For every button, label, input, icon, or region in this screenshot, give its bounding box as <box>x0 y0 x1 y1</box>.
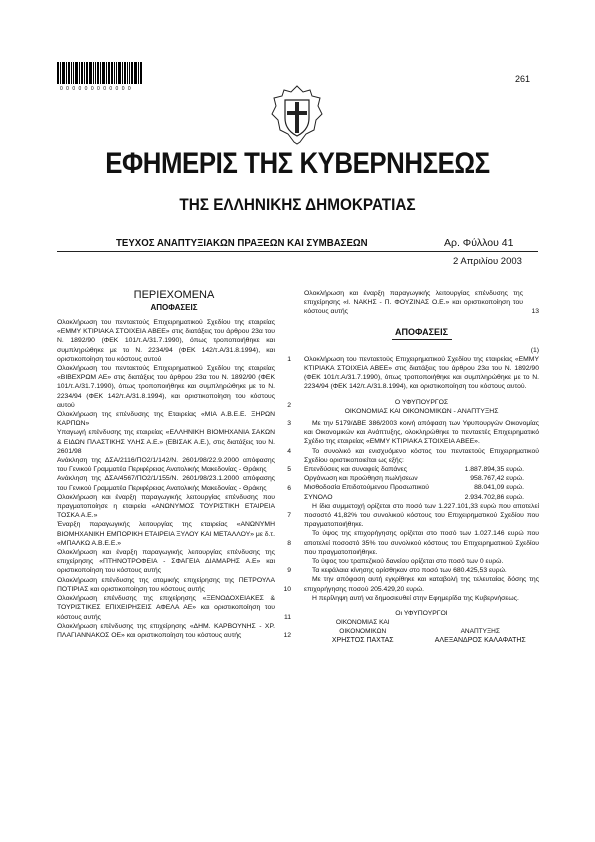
page-title: ΕΦΗΜΕΡΙΣ ΤΗΣ ΚΥΒΕΡΝΗΣΕΩΣ <box>105 147 490 180</box>
toc-entry <box>57 520 291 548</box>
toc-entry <box>57 410 291 428</box>
toc-entry-text: Ανάκληση της ΔΣΑ/4567/ΠΟ2/1/155/Ν. 2601/98/23.1.2000 απόφασης του Γενικού Γραμματέα Περιφέρειας Ανατολικής Μακεδονίας - Θράκης <box>57 475 275 492</box>
decision-paragraph: Το συνολικό και ενισχυόμενο κόστος του πενταετούς Επιχειρηματικού Σχεδίου οριστικοποιείται ως εξής: <box>304 447 539 464</box>
signers-heading: Οι ΥΦΥΠΟΥΡΓΟΙ <box>395 610 448 618</box>
heading-underline <box>392 339 452 340</box>
toc-column <box>57 289 291 640</box>
toc-entry-page: 11 <box>283 613 291 621</box>
toc-entry-text: Ολοκλήρωση και έναρξη παραγωγικής λειτουργίας επένδυσης που πραγματοποίησε η εταιρεία «ΑΝΩΝΥΜΟΣ ΤΟΥΡΙΣΤΙΚΗ ΕΤΑΙΡΕΙΑ ΤΟΣΚΑ Α.Ε.» <box>57 493 275 520</box>
toc-entry-page: 2 <box>287 401 291 409</box>
toc-entry-text: Ολοκλήρωση του πενταετούς Επιχειρηματικού Σχεδίου της εταιρείας «ΕΜΜΥ ΚΤΙΡΙΑΚΑ ΣΤΟΙΧΕΙΑ ΑΒΕΕ» στις διατάξεις του άρθρου 23α του Ν. 1892/90 (ΦΕΚ 101/τ.Α/31.7.1990), όπως τροποποιήθηκε και συμπληρώθηκε με το Ν. 2234/94 (ΦΕΚ 142/τ.Α/31.8.1994), και οριστικοποίηση του κόστους αυτού <box>57 319 275 363</box>
toc-entry-text: Υπαγωγή επένδυσης της εταιρείας «ΕΛΛΗΝΙΚΗ ΒΙΟΜΗΧΑΝΙΑ ΣΑΚΩΝ & ΕΙΔΩΝ ΠΛΑΣΤΙΚΗΣ ΥΛΗΣ Α.Ε.» (ΕΒΙΣΑΚ Α.Ε.), στις διατάξεις του Ν. 2601/98 <box>57 429 275 455</box>
cost-row <box>304 483 539 492</box>
cost-value: 2.934.702,86 ευρώ. <box>464 493 524 501</box>
toc-heading: ΠΕΡΙΕΧΟΜΕΝΑ <box>133 289 215 301</box>
cost-label: Επενδύσεις και συναφείς δαπάνες <box>304 466 407 474</box>
cost-value: 958.767,42 ευρώ. <box>470 475 524 483</box>
toc-entry-text: Ολοκλήρωση της επένδυσης της Εταιρείας «ΜΙΑ Α.Β.Ε.Ε. ΞΗΡΩΝ ΚΑΡΠΩΝ» <box>57 411 275 428</box>
decision-paragraph: Τα κεφάλαια κίνησης ορίσθηκαν στο ποσό των 680.425,53 ευρώ. <box>312 567 507 575</box>
decisions-heading: ΑΠΟΦΑΣΕΙΣ <box>395 326 448 337</box>
decision-paragraph: Η περίληψη αυτή να δημοσιευθεί στην Εφημερίδα της Κυβερνήσεως. <box>312 594 519 602</box>
page-subtitle: ΤΗΣ ΕΛΛΗΝΙΚΗΣ ΔΗΜΟΚΡΑΤΙΑΣ <box>179 195 416 214</box>
signer-right-title <box>422 618 540 636</box>
toc-entry <box>304 289 539 317</box>
signer-names <box>304 636 539 645</box>
cost-label: Μισθοδοσία Επιδοτούμενου Προσωπικού <box>304 484 430 492</box>
toc-entry-page: 3 <box>287 420 291 428</box>
toc-entry-page: 9 <box>287 567 291 575</box>
decisions-column <box>304 289 539 645</box>
toc-entry-page: 1 <box>287 355 291 363</box>
header-divider <box>57 251 538 252</box>
toc-entry <box>57 364 291 410</box>
toc-entry-text: Ανάκληση της ΔΣΑ/2116/ΠΟ2/1/142/Ν. 2601/98/22.9.2000 απόφασης του Γενικού Γραμματέα Περιφέρειας Ανατολικής Μακεδονίας - Θράκης <box>57 457 275 474</box>
toc-entry <box>57 318 291 364</box>
toc-entry <box>57 622 291 640</box>
toc-entry <box>57 576 291 594</box>
toc-entry-page: 13 <box>531 308 539 316</box>
barcode-number: 0 0 0 0 0 0 0 0 0 0 0 0 <box>60 86 132 92</box>
decision-paragraph: Με την 5179/ΔΒΕ 386/2003 κοινή απόφαση των Υφυπουργών Οικονομίας και Οικονομικών και Ανάπτυξης, ολοκληρώθηκε το πενταετές Επιχειρηματικό Σχέδιο της εταιρείας «ΕΜΜΥ ΚΤΙΡΙΑΚΑ ΣΤΟΙΧΕΙΑ ΑΒΕΕ». <box>304 420 539 446</box>
decision-title: Ολοκλήρωση του πενταετούς Επιχειρηματικού Σχεδίου της εταιρείας «ΕΜΜΥ ΚΤΙΡΙΑΚΑ ΣΤΟΙΧΕΙΑ ΑΒΕΕ» στις διατάξεις του άρθρου 23α του Ν. 1892/90 (ΦΕΚ 101/τ.Α/31.7.1990), όπως τροποποιήθηκε και συμπληρώθηκε με το Ν. 2234/94 (ΦΕΚ 142/τ.Α/31.8.1994), και οριστικοποίηση του κόστους αυτού. <box>304 355 539 391</box>
toc-entry-text: Ολοκλήρωση του πενταετούς Επιχειρηματικού Σχεδίου της εταιρείας «ΒΙΒΕΧΡΩΜ ΑΕ» στις διατάξεις του άρθρου 23α του Ν. 1892/90 (ΦΕΚ 101/τ.Α/31.7.1990), όπως τροποποιήθηκε και συμπληρώθηκε με το Ν. 2234/94 (ΦΕΚ 142/τ.Α/31.8.1994), και οριστικοποίηση του κόστους αυτού <box>57 365 275 409</box>
decision-paragraph: Το ύψος της επιχορήγησης ορίζεται στο ποσό των 1.027.146 ευρώ που αποτελεί ποσοστό 35% του συνολικού κόστους του Επιχειρηματικού Σχεδίου που πραγματοποιήθηκε. <box>304 530 539 556</box>
signer-left-title-line2: ΟΙΚΟΝΟΜΙΚΩΝ <box>339 628 387 636</box>
toc-entry <box>57 428 291 456</box>
sheet-number: Αρ. Φύλλου 41 <box>444 237 514 249</box>
toc-entry-text: Έναρξη παραγωγικής λειτουργίας της εταιρείας «ΑΝΩΝΥΜΗ ΒΙΟΜΗΧΑΝΙΚΗ ΕΜΠΟΡΙΚΗ ΕΤΑΙΡΕΙΑ ΞΥΛΟΥ ΚΑΙ ΜΕΤΑΛΛΟΥ» με δ.τ. «ΜΠΑΛΚΩ Α.Β.Ε.Ε.» <box>57 521 275 547</box>
toc-entry <box>57 594 291 622</box>
signature-block <box>304 609 539 645</box>
toc-entry <box>57 493 291 521</box>
authority-line: Ο ΥΦΥΠΟΥΡΓΟΣ <box>394 398 449 406</box>
page-number: 261 <box>515 74 531 84</box>
toc-entry-page: 6 <box>287 484 291 492</box>
signer-left-name: ΧΡΗΣΤΟΣ ΠΑΧΤΑΣ <box>331 637 394 645</box>
signer-left-title-line1: ΟΙΚΟΝΟΜΙΑΣ ΚΑΙ <box>335 619 390 627</box>
toc-entry-page: 4 <box>287 447 291 455</box>
toc-subheading: ΑΠΟΦΑΣΕΙΣ <box>150 303 198 312</box>
cost-row <box>304 465 539 474</box>
toc-entry <box>57 548 291 576</box>
signer-left-title <box>304 618 422 636</box>
toc-entry-text: Ολοκλήρωση και έναρξη παραγωγικής λειτουργίας επένδυσης της επιχείρησης «Ι. ΝΑΚΗΣ - Π. ΦΟΥΖΙΝΑΣ Ο.Ε.» και οριστικοποίηση του κόστους αυτής <box>304 290 523 316</box>
decision-number: (1) <box>530 346 539 354</box>
cost-label: ΣΥΝΟΛΟ <box>304 493 333 501</box>
decision-paragraph: Το ύψος του τραπεζικού δανείου ορίζεται στο ποσό των 0 ευρώ. <box>312 558 504 566</box>
cost-row <box>304 474 539 483</box>
toc-entry-page: 7 <box>287 512 291 520</box>
toc-entry-page: 12 <box>283 631 291 639</box>
cost-label: Οργάνωση και προώθηση πωλήσεων <box>304 475 418 483</box>
issue-type: ΤΕΥΧΟΣ ΑΝΑΠΤΥΞΙΑΚΩΝ ΠΡΑΞΕΩΝ ΚΑΙ ΣΥΜΒΑΣΕΩΝ <box>116 237 368 249</box>
signer-right-title-text: ΑΝΑΠΤΥΞΗΣ <box>460 628 500 636</box>
cost-row <box>304 493 539 502</box>
signer-right-name: ΑΛΕΞΑΝΔΡΟΣ ΚΑΛΑΦΑΤΗΣ <box>434 637 526 645</box>
toc-entry-text: Ολοκλήρωση επένδυσης της ατομικής επιχείρησης της ΠΕΤΡΟΥΛΑ ΠΟΤΙΡΙΑΣ και οριστικοποίηση του κόστους αυτής <box>57 576 275 593</box>
decision-paragraph: Με την απόφαση αυτή εγκρίθηκε και καταβολή της τελευταίας δόσης της επιχορήγησης ποσού 205.429,20 ευρώ. <box>304 576 539 593</box>
cost-value: 88.041,09 ευρώ. <box>474 484 524 492</box>
toc-entry-page: 10 <box>283 585 291 593</box>
toc-entry-text: Ολοκλήρωση και έναρξη παραγωγικής λειτουργίας επένδυσης της επιχείρησης «ΠΤΗΝΟΤΡΟΦΕΙΑ - ΣΦΑΓΕΙΑ ΔΙΑΜΑΡΗΣ Α.Ε» και οριστικοποίηση του κόστους αυτής <box>57 549 275 575</box>
toc-entry <box>57 456 291 474</box>
toc-entry-page: 5 <box>287 466 291 474</box>
issue-date: 2 Απριλίου 2003 <box>453 256 522 267</box>
cost-value: 1.887.894,35 ευρώ. <box>464 466 524 474</box>
barcode <box>57 62 145 84</box>
toc-entry-page: 8 <box>287 539 291 547</box>
toc-entry-text: Ολοκλήρωση επένδυσης της επιχείρησης «ΞΕΝΟΔΟΧΕΙΑΚΕΣ & ΤΟΥΡΙΣΤΙΚΕΣ ΕΠΙΧΕΙΡΗΣΕΙΣ ΑΦΕΛΑ ΑΕ» και οριστικοποίηση του κόστους αυτής <box>57 595 275 621</box>
signer-titles <box>304 618 539 636</box>
decision-paragraph: Η ίδια συμμετοχή ορίζεται στο ποσό των 1.227.101,33 ευρώ που αποτελεί ποσοστό 41,82% του συνολικού κόστους του Επιχειρηματικού Σχεδίου που πραγματοποιήθηκε. <box>304 502 539 529</box>
authority-line: ΟΙΚΟΝΟΜΙΑΣ ΚΑΙ ΟΙΚΟΝΟΜΙΚΩΝ - ΑΝΑΠΤΥΞΗΣ <box>344 407 499 415</box>
toc-entry <box>57 474 291 492</box>
toc-entry-text: Ολοκλήρωση επένδυσης της επιχείρησης «ΔΗΜ. ΚΑΡΒΟΥΝΗΣ - ΧΡ. ΠΛΑΓΙΑΝΝΑΚΟΣ ΟΕ» και οριστικοποίηση του κόστους αυτής <box>57 622 275 639</box>
greek-emblem-icon <box>270 84 324 146</box>
